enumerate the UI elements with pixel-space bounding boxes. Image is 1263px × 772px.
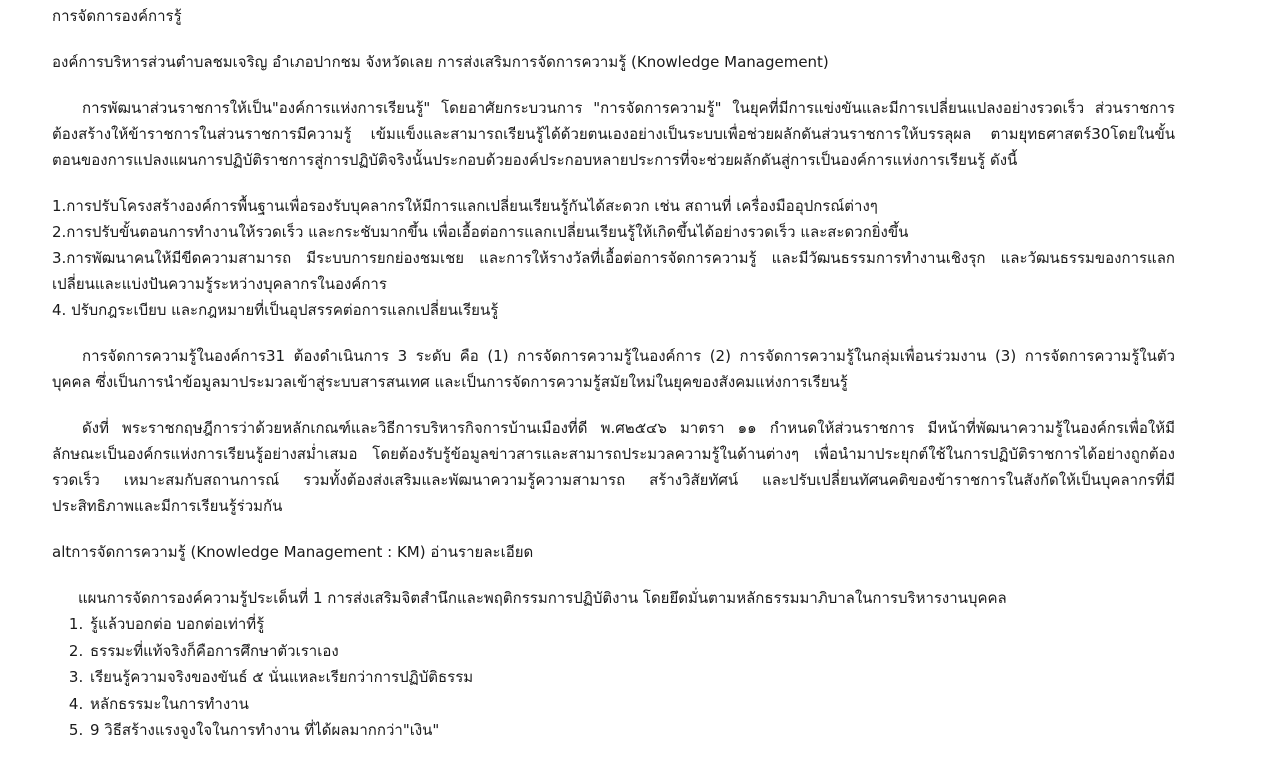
plan-item-link[interactable]: 4. หลักธรรมะในการทำงาน (88, 691, 1175, 718)
paragraph-km-levels: การจัดการความรู้ในองค์การ31 ต้องดำเนินการ 3 ระดับ คือ (1) การจัดการความรู้ในองค์การ (2) การจัดการความรู้ในกลุ่มเพื่อนร่วมงาน (3) การจัดการความรู้ในตัวบุคคล ซึ่งเป็นการนำข้อมูลมาประมวลเข้าสู่ระบบสารสนเทศ และเป็นการจัดการความรู้สมัยใหม่ในยุคของสังคมแห่งการเรียนรู้ (52, 347, 1175, 391)
page-title: การจัดการองค์การรู้ (52, 7, 182, 25)
plan-item-link[interactable]: 3. เรียนรู้ความจริงของขันธ์ ๕ นั่นแหละเรียกว่าการปฏิบัติธรรม (88, 664, 1175, 691)
plan-item-link[interactable]: 5. 9 วิธีสร้างแรงจูงใจในการทำงาน ที่ได้ผลมากกว่า"เงิน" (88, 717, 1175, 744)
list-item: 4. ปรับกฎระเบียบ และกฎหมายที่เป็นอุปสรรคต่อการแลกเปลี่ยนเรียนรู้ (52, 301, 499, 319)
paragraph-intro: การพัฒนาส่วนราชการให้เป็น"องค์การแห่งการเรียนรู้" โดยอาศัยกระบวนการ "การจัดการความรู้" ในยุคที่มีการแข่งขันและมีการเปลี่ยนแปลงอย่างรวดเร็ว ส่วนราชการต้องสร้างให้ข้าราชการในส่วนราชการมีความรู้ เข้มแข็งและสามารถเรียนรู้ได้ด้วยตนเองอย่างเป็นระบบเพื่อช่วยผลักดันส่วนราชการให้บรรลุผล ตามยุทธศาสตร์30โดยในขั้นตอนของการแปลงแผนการปฏิบัติราชการสู่การปฏิบัติจริงนั้นประกอบด้วยองค์ประกอบหลายประการที่จะช่วยผลักดันสู่การเป็นองค์การแห่งการเรียนรู้ ดังนี้ (52, 99, 1175, 169)
km-read-more-link[interactable]: altการจัดการความรู้ (Knowledge Management : KM) อ่านรายละเอียด (52, 543, 534, 561)
subtitle: องค์การบริหารส่วนตำบลชมเจริญ อำเภอปากชม จังหวัดเลย การส่งเสริมการจัดการความรู้ (Knowledge Management) (52, 53, 829, 71)
list-item: 3.การพัฒนาคนให้มีขีดความสามารถ มีระบบการยกย่องชมเชย และการให้รางวัลที่เอื้อต่อการจัดการความรู้ และมีวัฒนธรรมการทำงานเชิงรุก และวัฒนธรรมของการแลกเปลี่ยนและแบ่งปันความรู้ระหว่างบุคลากรในองค์การ (52, 249, 1175, 293)
list-item: 2.การปรับขั้นตอนการทำงานให้รวดเร็ว และกระชับมากขึ้น เพื่อเอื้อต่อการแลกเปลี่ยนเรียนรู้ให้เกิดขึ้นได้อย่างรวดเร็ว และสะดวกยิ่งขึ้น (52, 223, 909, 241)
plan-intro: แผนการจัดการองค์ความรู้ประเด็นที่ 1 การส่งเสริมจิตสำนึกและพฤติกรรมการปฏิบัติงาน โดยยึดมั่นตามหลักธรรมมาภิบาลในการบริหารงานบุคคล (78, 589, 1007, 607)
plan-item-link[interactable]: 2. ธรรมะที่แท้จริงก็คือการศึกษาตัวเราเอง (88, 638, 1175, 665)
list-item: 1.การปรับโครงสร้างองค์การพื้นฐานเพื่อรองรับบุคลากรให้มีการแลกเปลี่ยนเรียนรู้กันได้สะดวก เช่น สถานที่ เครื่องมืออุปกรณ์ต่างๆ (52, 197, 878, 215)
plan-item-link[interactable]: 1. รู้แล้วบอกต่อ บอกต่อเท่าที่รู้ (88, 611, 1175, 638)
plan-list (52, 611, 1175, 744)
paragraph-decree: ดังที่ พระราชกฤษฎีการว่าด้วยหลักเกณฑ์และวิธีการบริหารกิจการบ้านเมืองที่ดี พ.ศ๒๕๔๖ มาตรา ๑๑ กำหนดให้ส่วนราชการ มีหน้าที่พัฒนาความรู้ในองค์กรเพื่อให้มีลักษณะเป็นองค์กรแห่งการเรียนรู้อย่างสม่ำเสมอ โดยต้องรับรู้ข้อมูลข่าวสารและสามารถประมวลความรู้ในด้านต่างๆ เพื่อนำมาประยุกต์ใช้ในการปฏิบัติราชการได้อย่างถูกต้อง รวดเร็ว เหมาะสมกับสถานการณ์ รวมทั้งต้องส่งเสริมและพัฒนาความรู้ความสามารถ สร้างวิสัยทัศน์ และปรับเปลี่ยนทัศนคติของข้าราชการในสังกัดให้เป็นบุคลากรที่มีประสิทธิภาพและมีการเรียนรู้ร่วมกัน (52, 419, 1175, 515)
